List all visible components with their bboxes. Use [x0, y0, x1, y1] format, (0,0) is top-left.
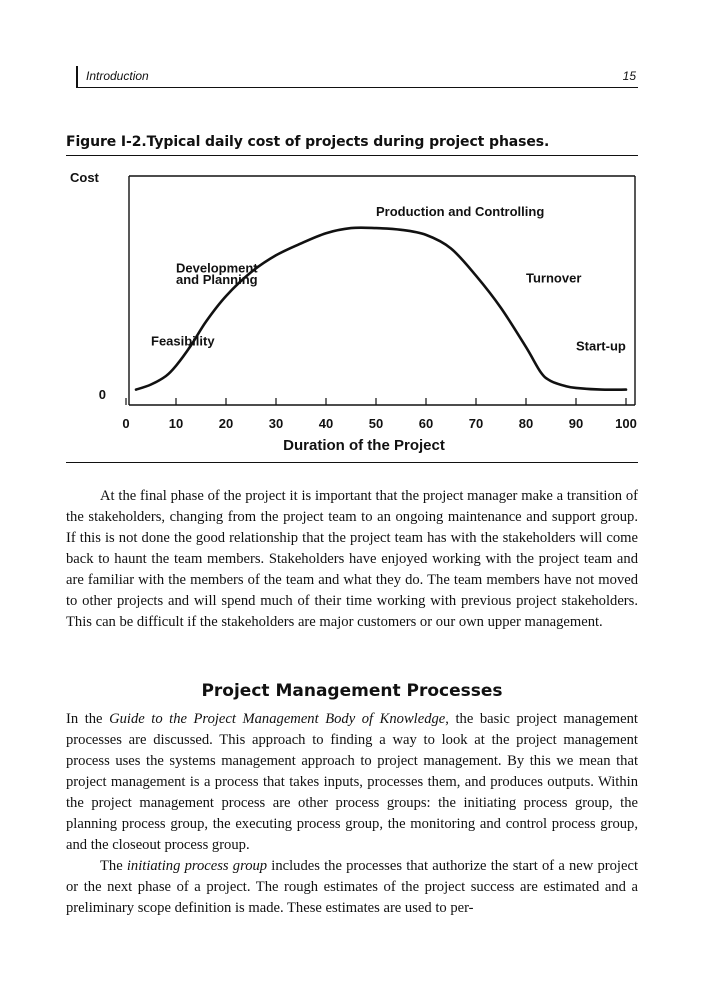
paragraph-stakeholder-transition: At the final phase of the project it is important that the project manager make a transition of the stakeholders, changing from the project team to an ongoing maintenance and support group. If this is not done the good relationship that the project team has with the stakeholders will come back to haunt the team members. Stakeholders have enjoyed working with the project team and are familiar with the members of the team and what they do. The team members have not moved to other projects and will spend much of their time working with previous project stakeholders. This can be difficult if the stakeholders are major customers or our own upper management.: [66, 488, 638, 630]
running-head-bar: [76, 66, 78, 88]
x-tick-label: 20: [218, 416, 234, 431]
paragraph-initiating-process-group: [66, 856, 638, 919]
phase-label: Production and Controlling: [376, 204, 545, 220]
figure-caption: Figure I-2.Typical daily cost of projects during project phases.: [66, 134, 550, 150]
x-tick-label: 0: [122, 416, 130, 431]
figure-rule-bottom: [66, 462, 638, 463]
x-axis-ticks: [122, 398, 636, 431]
phase-label: Turnover: [526, 270, 582, 286]
phase-label: Feasibility: [151, 333, 215, 349]
cost-curve-line: [136, 228, 626, 390]
phase-annotations: [151, 204, 626, 353]
x-tick-label: 60: [418, 416, 434, 431]
x-tick-label: 70: [468, 416, 484, 431]
y-axis-ticks: [99, 387, 106, 402]
x-tick-label: 90: [568, 416, 584, 431]
x-axis-label: Duration of the Project: [283, 437, 445, 454]
y-axis-label: Cost: [70, 170, 99, 185]
phase-label: Development: [176, 260, 258, 276]
running-head: [76, 66, 638, 88]
section-heading: Project Management Processes: [201, 681, 503, 701]
x-tick-label: 80: [518, 416, 534, 431]
x-tick-label: 100: [615, 416, 637, 431]
initiating-intro-text: The: [100, 858, 127, 874]
initiating-process-group-term: initiating process group: [126, 858, 268, 874]
x-tick-label: 50: [368, 416, 384, 431]
paragraph-pmbok-processes: [66, 709, 638, 856]
pmbok-guide-title: Guide to the Project Management Body of Knowledge: [109, 711, 446, 727]
x-tick-label: 40: [318, 416, 334, 431]
initiating-body-text: includes the processes that authorize the start of a new project or the next phase of a project. The rough estimates of the project success are estimated and a preliminary scope definition is made. These estimates are used to per-: [66, 858, 638, 916]
running-head-rule: [76, 87, 638, 88]
body-text-block-1: [66, 486, 638, 633]
page-number: 15: [622, 69, 636, 83]
phase-label: Start-up: [576, 338, 626, 354]
x-tick-label: 10: [168, 416, 184, 431]
running-head-title: Introduction: [86, 69, 149, 83]
pmbok-intro-text: In the: [66, 711, 110, 727]
body-text-block-2: [66, 709, 638, 919]
pmbok-body-text: , the basic project management processes are discussed. This approach to finding a way to look at the project management process uses the systems management approach to project management. By this we mean that project management is a process that takes inputs, processes them, and produces outputs. Within the project management process are other process groups: the initiating process group, the planning process group, the executing process group, the monitoring and control process group, and the closeout process group.: [66, 711, 638, 853]
phase-label: and Planning: [176, 272, 258, 288]
y-tick-label: 0: [98, 387, 106, 402]
cost-duration-chart: [66, 156, 638, 462]
x-tick-label: 30: [268, 416, 284, 431]
